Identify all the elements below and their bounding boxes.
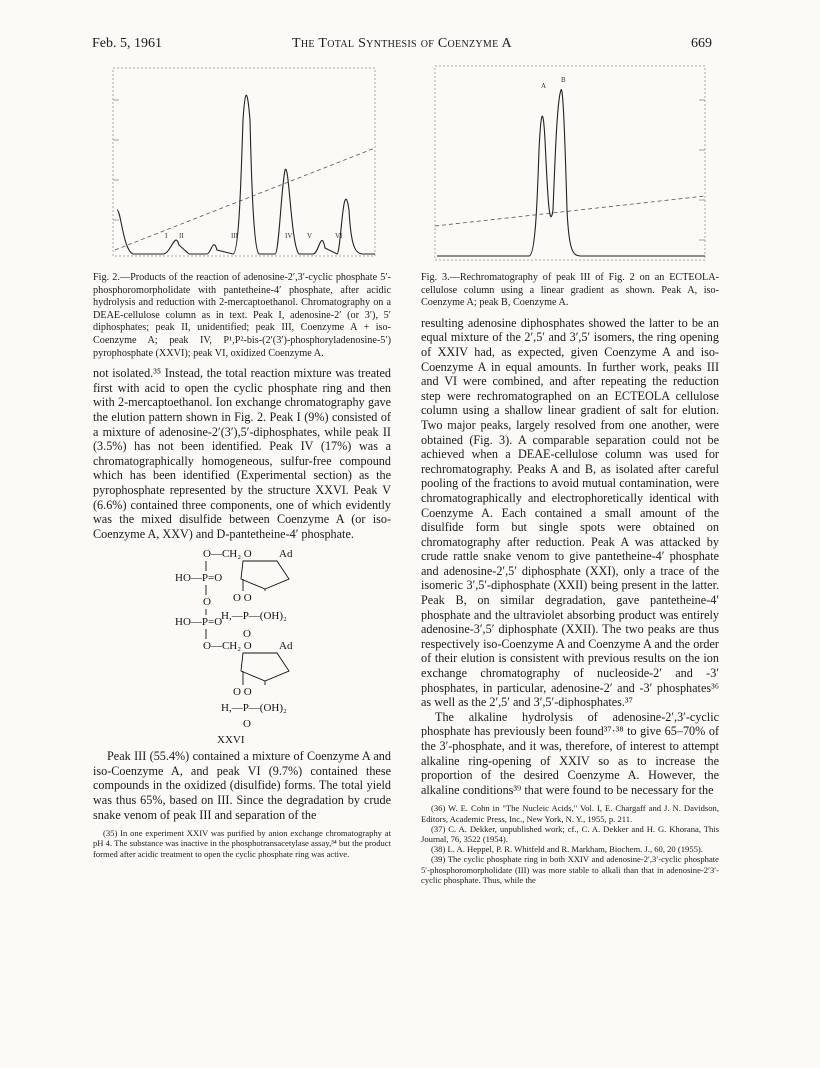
figure-3-right-ticks: [699, 100, 705, 240]
figure-3-elution-curve: [437, 90, 705, 256]
struct-ho-p-o-top: HO—P=O: [175, 572, 223, 585]
figure-3-gradient-line: [435, 196, 705, 226]
struct-o-3: O: [243, 718, 251, 731]
struct-o-2: O: [243, 628, 251, 641]
struct-hp-oh2-top: H,—P—(OH)₂: [221, 610, 287, 623]
struct-o-ch2-o-top: O—CH₂ O: [203, 548, 252, 561]
figure-2-elution-curve: [117, 95, 375, 254]
left-column: [93, 60, 391, 859]
figure-2-chart: [93, 60, 391, 270]
fig3-peak-b: B: [561, 76, 566, 84]
left-paragraph-2: Peak III (55.4%) contained a mixture of Coenzyme A and iso-Coenzyme A, and peak VI (9.7%) contained these compounds in the oxidized (disulfide) forms. The total yield was thus 65%, based on III. Since the degradation by crude snake venom of peak III and separation of the: [93, 749, 391, 822]
left-paragraph-1: not isolated.³⁵ Instead, the total reaction mixture was treated first with acid to open the cyclic phosphate ring and then with 2-mercaptoethanol. Ion exchange chromatography gave the elution pattern shown in Fig. 2. Peak I (9%) consisted of a mixture of adenosine-2′(3′),5′-diphosphates, while peak II (3.5%) has not been identified. Peak IV (17%) was a chromatographically homogeneous, sulfur-free compound which has been identified (Experimental section) as the pyrophosphate represented by the structure XXVI. Peak V (6.6%) contained three components, one of which evidently was the mixed disulfide between Coenzyme A (or iso-Coenzyme A, XXV) and D-pantetheine-4′ phosphate.: [93, 366, 391, 541]
figure-2-frame: [113, 68, 375, 256]
footnote-39: (39) The cyclic phosphate ring in both XXIV and adenosine-2′,3′-cyclic phosphate 5′-phosphoromorpholidate (III) was more stable to alkali than that in adenosine-2′3′-cyclic phosphate. Thus, while the: [421, 854, 719, 885]
struct-ad-bottom: Ad: [279, 640, 293, 653]
struct-ad-top: Ad: [279, 548, 293, 561]
fig2-peak-iii: III: [231, 232, 238, 240]
fig2-peak-iv: IV: [285, 232, 293, 240]
struct-oo-bottom: O O: [233, 686, 252, 699]
right-column: [421, 60, 719, 885]
fig2-peak-vi: VI: [335, 232, 343, 240]
right-paragraph-2: The alkaline hydrolysis of adenosine-2′,3′-cyclic phosphate has previously been found³⁷·³⁸ to give 65–70% of the 3′-phosphate, and it was, therefore, of interest to attempt alkaline ring-opening of XXIV so as to increase the proportion of the desired Coenzyme A. However, the alkaline conditions³⁹ that were found to be necessary for the: [421, 709, 719, 797]
fig3-peak-a: A: [541, 82, 547, 90]
struct-label: XXVI: [217, 734, 245, 746]
footnote-37: (37) C. A. Dekker, unpublished work; cf., C. A. Dekker and H. G. Khorana, This Journal, 76, 3522 (1954).: [421, 823, 719, 844]
fig2-peak-v: V: [307, 232, 313, 240]
footnote-36: (36) W. E. Cohn in "The Nucleic Acids," Vol. I, E. Chargaff and J. N. Davidson, Editors, Academic Press, Inc., New York, N. Y., 1955, p. 211.: [421, 803, 719, 824]
structure-xxvi: [93, 545, 391, 745]
footnote-35: (35) In one experiment XXIV was purified by anion exchange chromatography at pH 4. The substance was inactive in the phosphotransacetylase assay,³⁴ but the product formed after acidic treatment to open the cyclic phosphate ring was active.: [93, 828, 391, 859]
right-paragraph-1: resulting adenosine diphosphates showed the latter to be an equal mixture of the 2′,5′ and 3′,5′ isomers, the ring opening of XXIV had, as expected, given Coenzyme A and iso-Coenzyme A in equal amounts. In further work, peaks III and VI were combined, and after repeating the reduction step were rechromatographed on an ECTEOLA cellulose column using a shallow linear gradient of salt for elution. Two major peaks, largely resolved from one another, were obtained (Fig. 3). A comparable separation could not be achieved when a DEAE-cellulose column was used for rechromatography. Peaks A and B, as isolated after careful pooling of the fractions to avoid mutual contamination, were chromatographically and electrophoretically identical with Coenzyme A. Each contained a small amount of the disulfide form but single spots were obtained on chromatography after reduction. Peak A was attacked by crude rattle snake venom to give pantetheine-4′ phosphate and adenosine-2′,5′ diphosphate (XXI), only a trace of the isomeric 3′,5′-diphosphate (XXII) being present in the latter. Peak B, on similar degradation, gave pantetheine-4′ phosphate and the ultraviolet absorbing product was entirely adenosine-3′,5′ diphosphate (XXII). The two peaks are thus respectively iso-Coenzyme A and Coenzyme A and the order of their elution is consistent with previous results on the ion exchange chromatography of nucleoside-2′ and -3′ phosphates, in particular, adenosine-2′ and -3′ phosphates³⁶ as well as the 2′,5′ and 3′,5′-diphosphates.³⁷: [421, 315, 719, 710]
fig2-peak-ii: II: [179, 232, 184, 240]
figure-2-peak-labels: [165, 232, 343, 240]
struct-hp-oh2-bottom: H,—P—(OH)₂: [221, 702, 287, 715]
footnote-38: (38) L. A. Heppel, P. R. Whitfeld and R. Markham, Biochem. J., 60, 20 (1955).: [431, 844, 703, 855]
right-footnotes: [421, 803, 719, 885]
figure-3-frame: [435, 66, 705, 260]
struct-o-1: O: [203, 596, 211, 609]
figure-2-left-ticks: [113, 100, 119, 220]
struct-ho-p-o-bottom: HO—P=O: [175, 616, 223, 629]
struct-o-ch2-o-bottom: O—CH₂ O: [203, 640, 252, 653]
figure-3-peak-labels: [541, 76, 566, 90]
fig2-peak-i: I: [165, 232, 168, 240]
page-number: 669: [691, 36, 712, 51]
figure-2-caption: Fig. 2.—Products of the reaction of adenosine-2′,3′-cyclic phosphate 5′-phosphoromorpholidate with pantetheine-4′ phosphate, after acidic hydrolysis and reduction with 2-mercaptoethanol. Chromatography on a DEAE-cellulose column as in text. Peak I, adenosine-2′ (or 3′), 5′ diphosphates; peak II, unidentified; peak III, Coenzyme A + iso-Coenzyme A; peak IV, P¹,P²-bis-(2′(3′)-phosphoryladenosine-5′) pyrophosphate (XXVI); peak VI, oxidized Coenzyme A.: [93, 272, 391, 359]
figure-3-caption: Fig. 3.—Rechromatography of peak III of Fig. 2 on an ECTEOLA-cellulose column using a linear gradient as shown. Peak A, iso-Coenzyme A; peak B, Coenzyme A.: [421, 272, 719, 309]
figure-3-chart: [421, 60, 719, 270]
running-header: [92, 36, 712, 54]
header-title: The Total Synthesis of Coenzyme A: [292, 36, 512, 51]
struct-oo-top: O O: [233, 592, 252, 605]
header-date: Feb. 5, 1961: [92, 36, 162, 51]
